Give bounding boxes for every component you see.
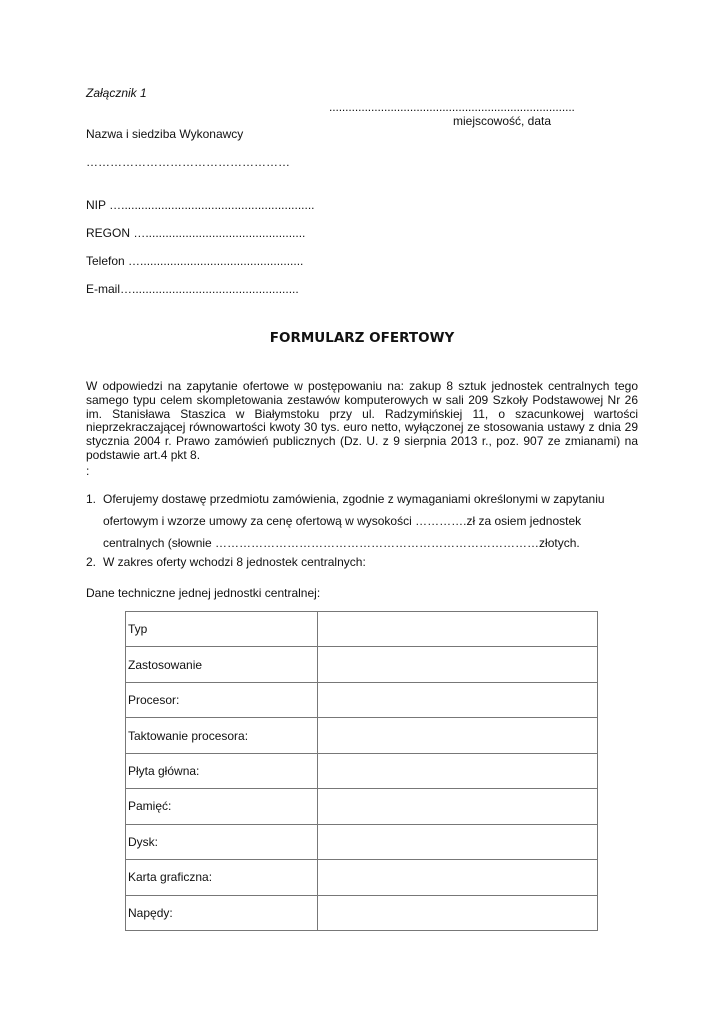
offer-item-1 bbox=[86, 488, 646, 554]
row-value-input[interactable] bbox=[318, 824, 598, 859]
table-row bbox=[126, 789, 598, 824]
regon-field: REGON …................................................ bbox=[86, 226, 306, 240]
item-number: 2. bbox=[86, 555, 97, 569]
table-row bbox=[126, 647, 598, 682]
email-field: E-mail….................................................. bbox=[86, 282, 299, 296]
row-value-input[interactable] bbox=[318, 895, 598, 931]
form-title: FORMULARZ OFERTOWY bbox=[269, 330, 455, 346]
table-caption: Dane techniczne jednej jednostki centralnej: bbox=[86, 586, 321, 600]
row-value-input[interactable] bbox=[318, 647, 598, 682]
intro-paragraph: W odpowiedzi na zapytanie ofertowe w postępowaniu na: zakup 8 sztuk jednostek centralnych tego samego typu celem skompletowania zestawów komputerowych w sali 209 Szkoły Podstawowej Nr 26 im. Stanisława Staszica w Białymstoku przy ul. Radzymińskiej 11, o szacunkowej wartości nieprzekraczającej równowartości kwoty 30 tys. euro netto, wyłączonej ze stosowania ustawy z dnia 29 stycznia 2004 r. Prawo zamówień publicznych (Dz. U. z 9 sierpnia 2013 r., poz. 907 ze zmianami) na podstawie art.4 pkt 8. bbox=[86, 379, 638, 462]
row-value-input[interactable] bbox=[318, 718, 598, 753]
row-label: Zastosowanie bbox=[126, 647, 318, 682]
row-label: Dysk: bbox=[126, 824, 318, 859]
table-row bbox=[126, 860, 598, 895]
row-value-input[interactable] bbox=[318, 753, 598, 788]
row-label: Napędy: bbox=[126, 895, 318, 931]
row-label: Pamięć: bbox=[126, 789, 318, 824]
row-value-input[interactable] bbox=[318, 789, 598, 824]
table-row bbox=[126, 612, 598, 647]
row-value-input[interactable] bbox=[318, 612, 598, 647]
table-row bbox=[126, 718, 598, 753]
item-line: Oferujemy dostawę przedmiotu zamówienia, zgodnie z wymaganiami określonymi w zapytaniu bbox=[103, 492, 605, 506]
item-line: ofertowym i wzorze umowy za cenę ofertową w wysokości ………….zł za osiem jednostek bbox=[103, 514, 582, 528]
spec-table bbox=[125, 611, 598, 931]
contractor-label: Nazwa i siedziba Wykonawcy bbox=[86, 127, 244, 141]
item-line: W zakres oferty wchodzi 8 jednostek centralnych: bbox=[103, 555, 366, 569]
place-date-label: miejscowość, data bbox=[453, 114, 552, 128]
row-value-input[interactable] bbox=[318, 682, 598, 717]
row-value-input[interactable] bbox=[318, 860, 598, 895]
row-label: Taktowanie procesora: bbox=[126, 718, 318, 753]
table-row bbox=[126, 753, 598, 788]
place-date-dots: ............................................................................ bbox=[329, 100, 575, 114]
table-row bbox=[126, 895, 598, 931]
table-row bbox=[126, 824, 598, 859]
row-label: Procesor: bbox=[126, 682, 318, 717]
item-number: 1. bbox=[86, 492, 97, 506]
row-label: Karta graficzna: bbox=[126, 860, 318, 895]
row-label: Płyta główna: bbox=[126, 753, 318, 788]
attachment-label: Załącznik 1 bbox=[86, 86, 147, 100]
nip-field: NIP ….......................................................... bbox=[86, 198, 315, 212]
intro-colon: : bbox=[86, 464, 90, 478]
offer-item-2 bbox=[86, 551, 646, 573]
table-row bbox=[126, 682, 598, 717]
phone-field: Telefon …................................................. bbox=[86, 254, 304, 268]
contractor-dots: …………………………………………… bbox=[86, 155, 290, 169]
row-label: Typ bbox=[126, 612, 318, 647]
item-line: centralnych (słownie ………………………………………………………………………złotych. bbox=[103, 536, 580, 550]
